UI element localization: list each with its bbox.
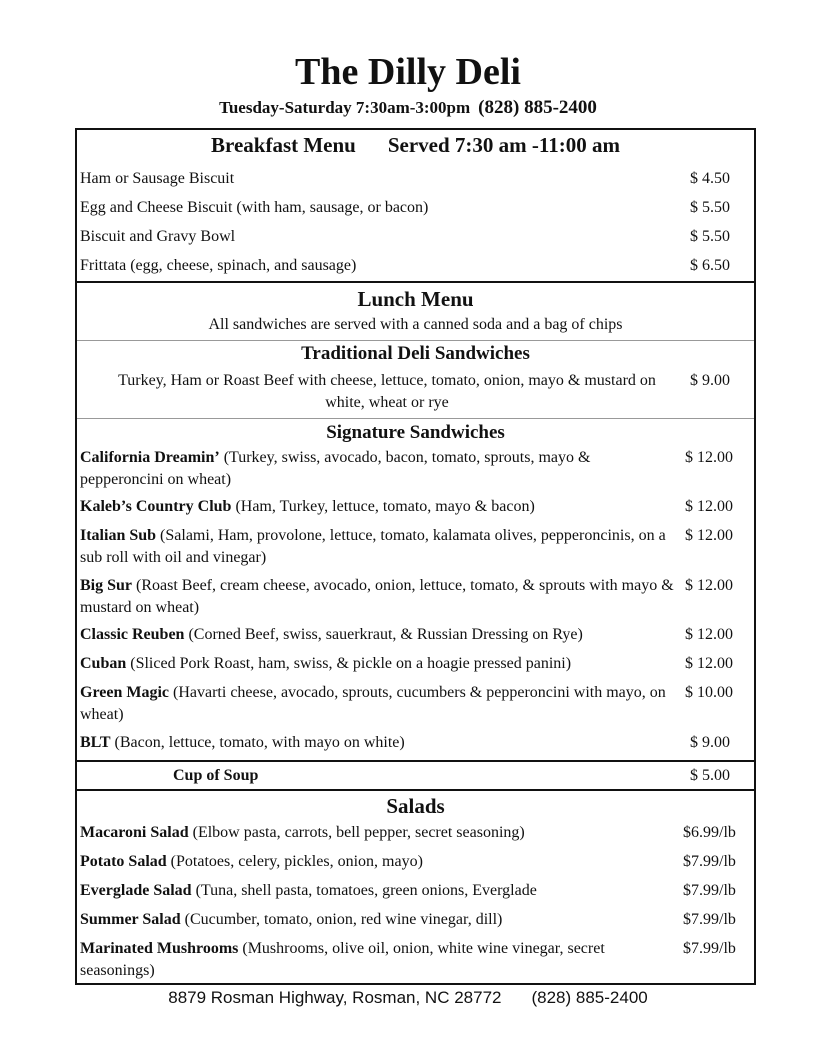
breakfast-price: $ 6.50 xyxy=(690,257,730,274)
signature-price: $ 10.00 xyxy=(685,684,733,701)
item-name: Kaleb’s Country Club xyxy=(80,498,232,515)
header-phone: (828) 885-2400 xyxy=(478,97,597,118)
signature-item: Cuban (Sliced Pork Roast, ham, swiss, & pickle on a hoagie pressed panini) xyxy=(80,655,572,672)
signature-section xyxy=(77,418,754,760)
item-name: Everglade Salad xyxy=(80,882,192,899)
soup-price: $ 5.00 xyxy=(690,767,730,784)
salad-price: $7.99/lb xyxy=(683,940,736,957)
signature-price: $ 12.00 xyxy=(685,449,733,466)
signature-item: Italian Sub (Salami, Ham, provolone, lettuce, tomato, kalamata olives, pepperoncinis, on a sub roll with oil and vinegar) xyxy=(80,527,666,566)
traditional-desc: Turkey, Ham or Roast Beef with cheese, lettuce, tomato, onion, mayo & mustard on white, wheat or rye xyxy=(118,372,656,411)
signature-item: Kaleb’s Country Club (Ham, Turkey, lettuce, tomato, mayo & bacon) xyxy=(80,498,535,515)
breakfast-item: Frittata (egg, cheese, spinach, and sausage) xyxy=(80,257,357,274)
lunch-title: Lunch Menu xyxy=(357,287,474,311)
item-name: Italian Sub xyxy=(80,527,157,544)
lunch-note: All sandwiches are served with a canned soda and a bag of chips xyxy=(208,316,623,333)
breakfast-price: $ 4.50 xyxy=(690,170,730,187)
breakfast-price: $ 5.50 xyxy=(690,199,730,216)
signature-item: BLT (Bacon, lettuce, tomato, with mayo on white) xyxy=(80,734,405,751)
deli-title: The Dilly Deli xyxy=(295,51,521,93)
item-name: Macaroni Salad xyxy=(80,824,189,841)
salads-title: Salads xyxy=(386,794,445,818)
footer-phone: (828) 885-2400 xyxy=(531,988,648,1007)
signature-price: $ 12.00 xyxy=(685,498,733,515)
salad-item: Summer Salad (Cucumber, tomato, onion, red wine vinegar, dill) xyxy=(80,911,503,928)
breakfast-item: Biscuit and Gravy Bowl xyxy=(80,228,236,245)
breakfast-section xyxy=(77,130,754,282)
item-name: California Dreamin’ xyxy=(80,449,220,466)
footer-address: 8879 Rosman Highway, Rosman, NC 28772 xyxy=(168,988,502,1007)
item-name: Big Sur xyxy=(80,577,133,594)
lunch-section xyxy=(77,281,754,341)
signature-item: Classic Reuben (Corned Beef, swiss, sauerkraut, & Russian Dressing on Rye) xyxy=(80,626,583,643)
salad-price: $7.99/lb xyxy=(683,882,736,899)
item-name: Green Magic xyxy=(80,684,170,701)
salad-item: Marinated Mushrooms (Mushrooms, olive oil, onion, white wine vinegar, secret seasonings) xyxy=(80,940,605,979)
breakfast-price: $ 5.50 xyxy=(690,228,730,245)
signature-item: Green Magic (Havarti cheese, avocado, sprouts, cucumbers & pepperoncini with mayo, on wheat) xyxy=(80,684,666,723)
salads-section xyxy=(77,789,754,985)
salad-price: $7.99/lb xyxy=(683,853,736,870)
footer xyxy=(0,987,816,1009)
breakfast-title: Breakfast Menu xyxy=(211,133,356,157)
soup-label: Cup of Soup xyxy=(173,767,259,784)
traditional-section xyxy=(77,340,754,418)
signature-price: $ 12.00 xyxy=(685,577,733,594)
salad-price: $6.99/lb xyxy=(683,824,736,841)
signature-price: $ 12.00 xyxy=(685,527,733,544)
salad-price: $7.99/lb xyxy=(683,911,736,928)
hours-line xyxy=(0,96,816,120)
menu-frame xyxy=(75,128,756,985)
salad-item: Everglade Salad (Tuna, shell pasta, tomatoes, green onions, Everglade xyxy=(80,882,537,899)
item-name: Classic Reuben xyxy=(80,626,185,643)
signature-title: Signature Sandwiches xyxy=(326,422,505,443)
breakfast-header xyxy=(77,132,754,158)
item-name: BLT xyxy=(80,734,111,751)
soup-section xyxy=(77,760,754,790)
item-name: Cuban xyxy=(80,655,127,672)
hours-text: Tuesday-Saturday 7:30am-3:00pm xyxy=(219,98,471,117)
salad-item: Potato Salad (Potatoes, celery, pickles, onion, mayo) xyxy=(80,853,423,870)
signature-price: $ 9.00 xyxy=(690,734,730,751)
breakfast-item: Ham or Sausage Biscuit xyxy=(80,170,235,187)
salad-item: Macaroni Salad (Elbow pasta, carrots, bell pepper, secret seasoning) xyxy=(80,824,525,841)
breakfast-served: Served 7:30 am -11:00 am xyxy=(387,133,620,157)
signature-item: Big Sur (Roast Beef, cream cheese, avocado, onion, lettuce, tomato, & sprouts with mayo & mustard on wheat) xyxy=(80,577,674,616)
item-name: Summer Salad xyxy=(80,911,181,928)
traditional-price: $ 9.00 xyxy=(690,372,730,389)
item-name: Marinated Mushrooms xyxy=(80,940,239,957)
signature-price: $ 12.00 xyxy=(685,655,733,672)
signature-item: California Dreamin’ (Turkey, swiss, avocado, bacon, tomato, sprouts, mayo & pepperoncini on wheat) xyxy=(80,449,591,488)
signature-price: $ 12.00 xyxy=(685,626,733,643)
traditional-title: Traditional Deli Sandwiches xyxy=(301,343,530,364)
breakfast-item: Egg and Cheese Biscuit (with ham, sausage, or bacon) xyxy=(80,199,429,216)
item-name: Potato Salad xyxy=(80,853,167,870)
